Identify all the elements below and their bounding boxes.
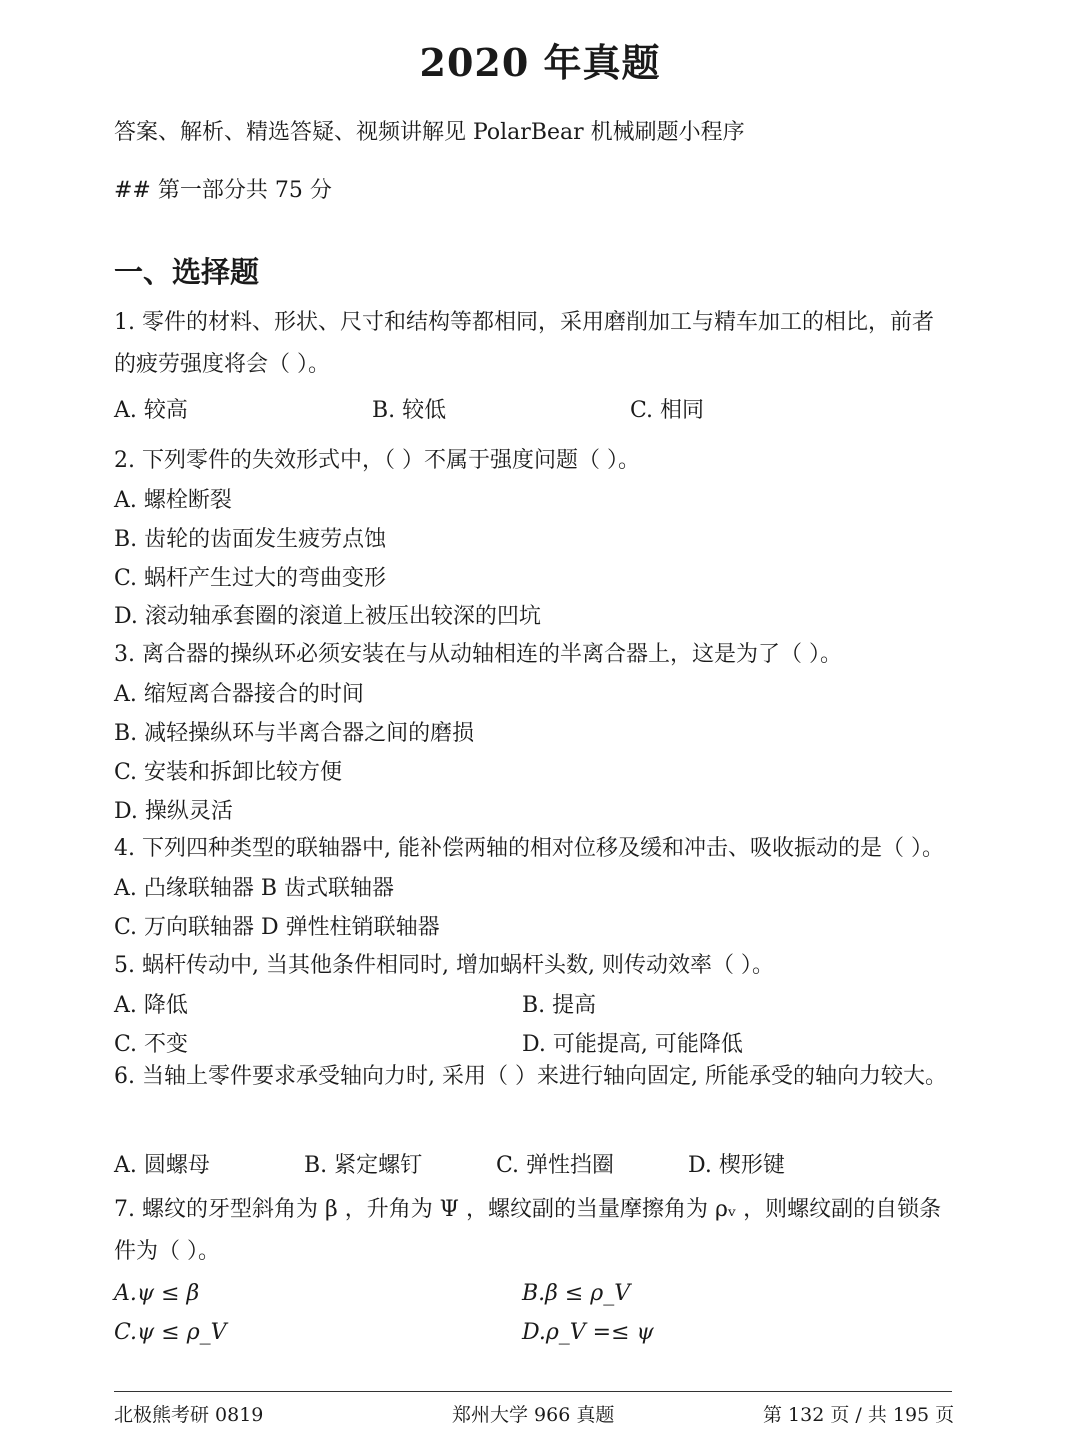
option-b: B. 紧定螺钉 [304,1153,423,1178]
question-4-option-cd: C. 万向联轴器 D 弹性柱销联轴器 [114,915,440,940]
option-d: D.ρ_V =≤ ψ [522,1320,654,1345]
question-3-option-d: D. 操纵灵活 [114,799,233,824]
intro-text: 答案、解析、精选答疑、视频讲解见 PolarBear 机械刷题小程序 [114,120,745,145]
question-2-option-d: D. 滚动轴承套圈的滚道上被压出较深的凹坑 [114,604,541,629]
option-a: A. 较高 [114,398,188,423]
section-heading: 一、选择题 [114,255,260,289]
question-4-option-ab: A. 凸缘联轴器 B 齿式联轴器 [114,876,395,901]
question-3-option-a: A. 缩短离合器接合的时间 [114,682,364,707]
footer-center: 郑州大学 966 真题 [452,1404,615,1426]
footer-left: 北极熊考研 0819 [114,1404,264,1426]
question-4-stem: 4. 下列四种类型的联轴器中, 能补偿两轴的相对位移及缓和冲击、吸收振动的是（ ）。 [114,836,944,861]
option-c: C. 不变 [114,1032,189,1057]
part-heading: ## 第一部分共 75 分 [114,178,332,203]
footer-page-number: 第 132 页 / 共 195 页 [763,1404,955,1426]
question-5-stem: 5. 蜗杆传动中, 当其他条件相同时, 增加蜗杆头数, 则传动效率（ ）。 [114,953,774,978]
footer-divider [114,1391,952,1392]
option-b: B. 提高 [522,993,597,1018]
question-2-option-b: B. 齿轮的齿面发生疲劳点蚀 [114,527,387,552]
option-d: D. 楔形键 [688,1153,785,1178]
option-c: C.ψ ≤ ρ_V [114,1320,227,1345]
question-3-stem: 3. 离合器的操纵环必须安装在与从动轴相连的半离合器上，这是为了（ ）。 [114,642,842,667]
option-d: D. 可能提高, 可能降低 [522,1032,743,1057]
option-a: A. 降低 [114,993,188,1018]
option-c: C. 相同 [630,398,705,423]
question-2-stem: 2. 下列零件的失效形式中，（ ）不属于强度问题（ ）。 [114,448,640,473]
question-1-stem: 1. 零件的材料、形状、尺寸和结构等都相同，采用磨削加工与精车加工的相比，前者的疲劳强度将会（ ）。 [114,310,934,377]
option-a: A.ψ ≤ β [114,1281,200,1306]
question-6-stem: 6. 当轴上零件要求承受轴向力时, 采用（ ）来进行轴向固定, 所能承受的轴向力较大。 [114,1064,947,1089]
option-b: B. 较低 [372,398,447,423]
question-7-stem: 7. 螺纹的牙型斜角为 β ，升角为 Ψ ，螺纹副的当量摩擦角为 ρᵥ ，则螺纹副的自锁条件为（ ）。 [114,1197,942,1264]
question-2-option-c: C. 蜗杆产生过大的弯曲变形 [114,566,387,591]
option-b: B.β ≤ ρ_V [522,1281,631,1306]
page-title: 2020 年真题 [419,40,661,85]
question-2-option-a: A. 螺栓断裂 [114,488,232,513]
option-a: A. 圆螺母 [114,1153,210,1178]
question-3-option-b: B. 减轻操纵环与半离合器之间的磨损 [114,721,475,746]
question-3-option-c: C. 安装和拆卸比较方便 [114,760,343,785]
option-c: C. 弹性挡圈 [496,1153,615,1178]
